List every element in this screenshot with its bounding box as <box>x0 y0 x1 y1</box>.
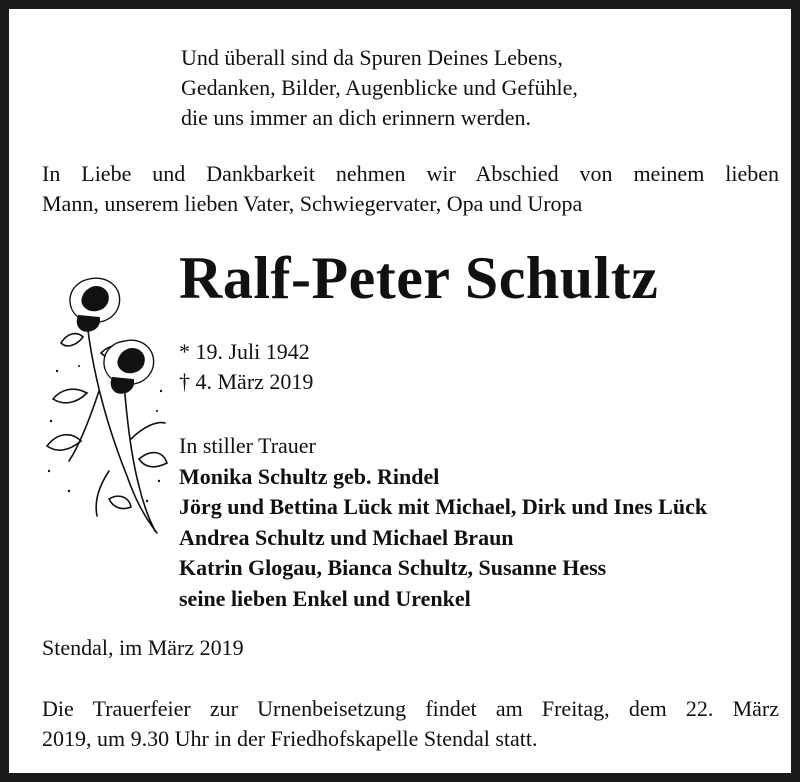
funeral-line: Die Trauerfeier zur Urnenbeisetzung findet am Freitag, dem 22. März <box>42 696 779 721</box>
rose-icon <box>39 271 169 539</box>
mourner-name: seine lieben Enkel und Urenkel <box>179 585 471 611</box>
intro-line: Mann, unserem lieben Vater, Schwiegervater, Opa und Uropa <box>42 191 583 216</box>
mourner-name: Andrea Schultz und Michael Braun <box>179 524 514 550</box>
poem-line: Gedanken, Bilder, Augenblicke und Gefühle, <box>181 75 578 100</box>
funeral-line: 2019, um 9.30 Uhr in der Friedhofskapelle Stendal statt. <box>42 726 538 751</box>
birth-date: * 19. Juli 1942 <box>179 339 310 364</box>
place-and-date: Stendal, im März 2019 <box>42 635 244 660</box>
deceased-name: Ralf-Peter Schultz <box>179 245 659 311</box>
mourner-name: Katrin Glogau, Bianca Schultz, Susanne Hess <box>179 555 607 580</box>
poem-line: die uns immer an dich erinnern werden. <box>181 105 532 130</box>
mourner-name: Monika Schultz geb. Rindel <box>179 463 440 489</box>
memorial-poem <box>181 43 578 133</box>
life-dates <box>179 337 313 397</box>
intro-line: In Liebe und Dankbarkeit nehmen wir Abschied von meinem lieben <box>42 161 779 186</box>
funeral-announcement <box>42 694 779 754</box>
mourners-block <box>179 431 707 614</box>
farewell-intro <box>42 159 779 219</box>
death-date: † 4. März 2019 <box>179 369 314 394</box>
mourner-name: Jörg und Bettina Lück mit Michael, Dirk und Ines Lück <box>179 494 708 519</box>
mourning-heading: In stiller Trauer <box>179 433 316 458</box>
poem-line: Und überall sind da Spuren Deines Lebens, <box>181 45 563 70</box>
